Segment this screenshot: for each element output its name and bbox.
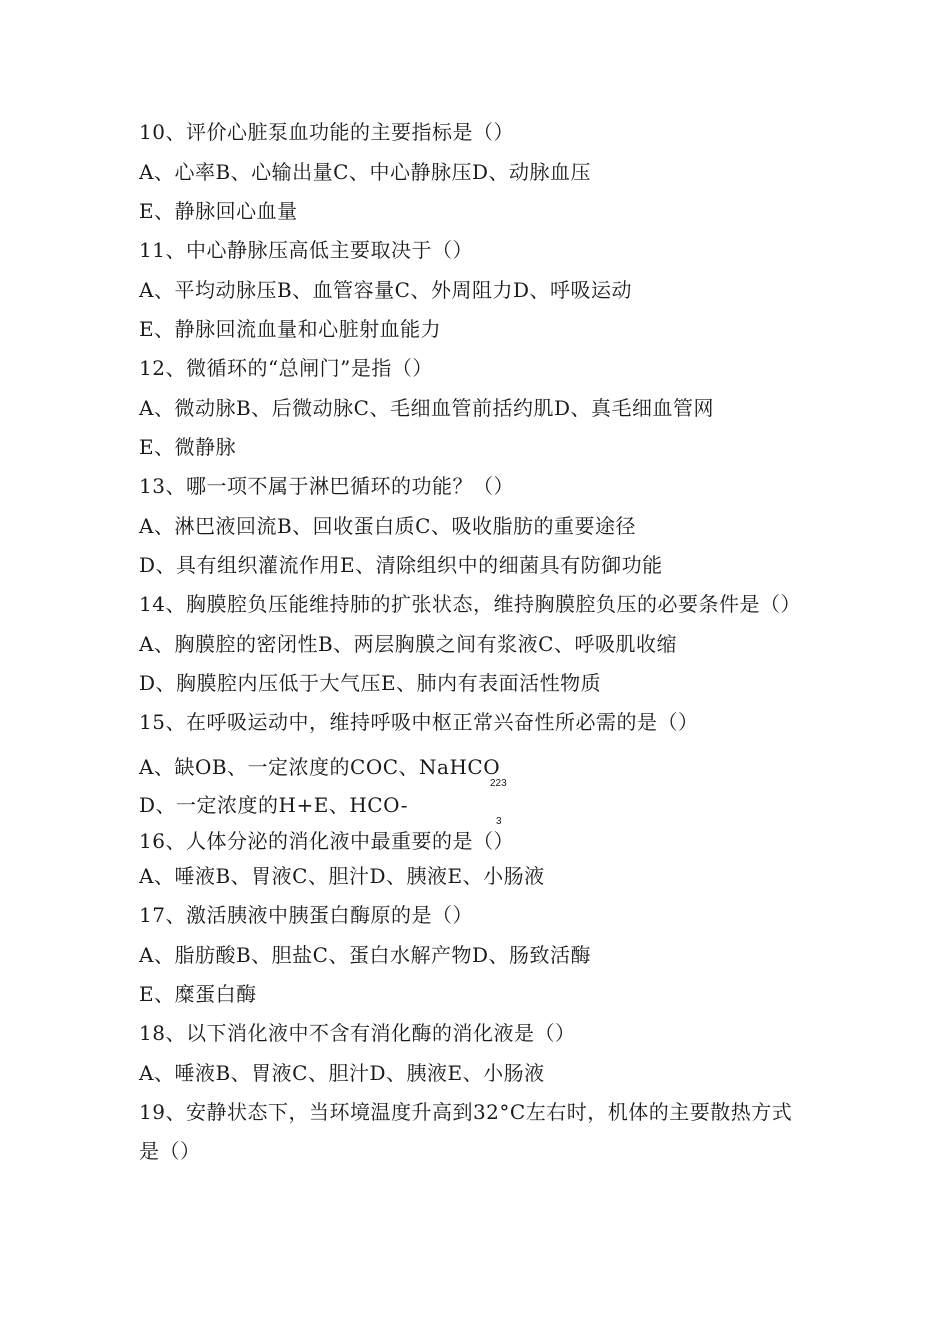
question-11-options-a-d: A、平均动脉压B、血管容量C、外周阻力D、呼吸运动	[139, 278, 632, 302]
question-17-options-a-d: A、脂肪酸B、胆盐C、蛋白水解产物D、肠致活酶	[139, 943, 591, 967]
question-18: 18、以下消化液中不含有消化酶的消化液是（）	[139, 1021, 576, 1045]
question-14-options-d-e: D、胸膜腔内压低于大气压E、肺内有表面活性物质	[139, 671, 602, 695]
question-12-options-a-d: A、微动脉B、后微动脉C、毛细血管前括约肌D、真毛细血管网	[139, 396, 714, 420]
question-13: 13、哪一项不属于淋巴循环的功能？（）	[139, 474, 514, 498]
subscript-3: 3	[496, 816, 502, 827]
question-11: 11、中心静脉压高低主要取决于（）	[139, 238, 473, 262]
subscript-223: 223	[490, 778, 507, 789]
question-12-option-e: E、微静脉	[139, 435, 237, 459]
question-13-options-d-e: D、具有组织灌流作用E、清除组织中的细菌具有防御功能	[139, 553, 663, 577]
question-15: 15、在呼吸运动中，维持呼吸中枢正常兴奋性所必需的是（）	[139, 710, 699, 734]
question-16-options: A、唾液B、胃液C、胆汁D、胰液E、小肠液	[139, 864, 545, 888]
question-19-continued: 是（）	[139, 1139, 201, 1163]
question-10-option-e: E、静脉回心血量	[139, 199, 298, 223]
question-18-options: A、唾液B、胃液C、胆汁D、胰液E、小肠液	[139, 1061, 545, 1085]
question-17-option-e: E、糜蛋白酶	[139, 982, 257, 1006]
question-15-options-a-c: A、缺OB、一定浓度的COC、NaHCO	[139, 755, 501, 779]
question-10: 10、评价心脏泵血功能的主要指标是（）	[139, 120, 514, 144]
question-17: 17、激活胰液中胰蛋白酶原的是（）	[139, 903, 473, 927]
question-12: 12、微循环的“总闸门”是指（）	[139, 356, 433, 380]
question-11-option-e: E、静脉回流血量和心脏射血能力	[139, 317, 442, 341]
question-14-options-a-c: A、胸膜腔的密闭性B、两层胸膜之间有浆液C、呼吸肌收缩	[139, 632, 677, 656]
question-10-options-a-d: A、心率B、心输出量C、中心静脉压D、动脉血压	[139, 160, 591, 184]
question-13-options-a-c: A、淋巴液回流B、回收蛋白质C、吸收脂肪的重要途径	[139, 514, 636, 538]
question-14: 14、胸膜腔负压能维持肺的扩张状态，维持胸膜腔负压的必要条件是（）	[139, 592, 801, 616]
question-16: 16、人体分泌的消化液中最重要的是（）	[139, 829, 514, 853]
question-15-options-d-e: D、一定浓度的H+E、HCO-	[139, 793, 408, 817]
question-19: 19、安静状态下，当环境温度升高到32°C左右时，机体的主要散热方式	[139, 1100, 793, 1124]
